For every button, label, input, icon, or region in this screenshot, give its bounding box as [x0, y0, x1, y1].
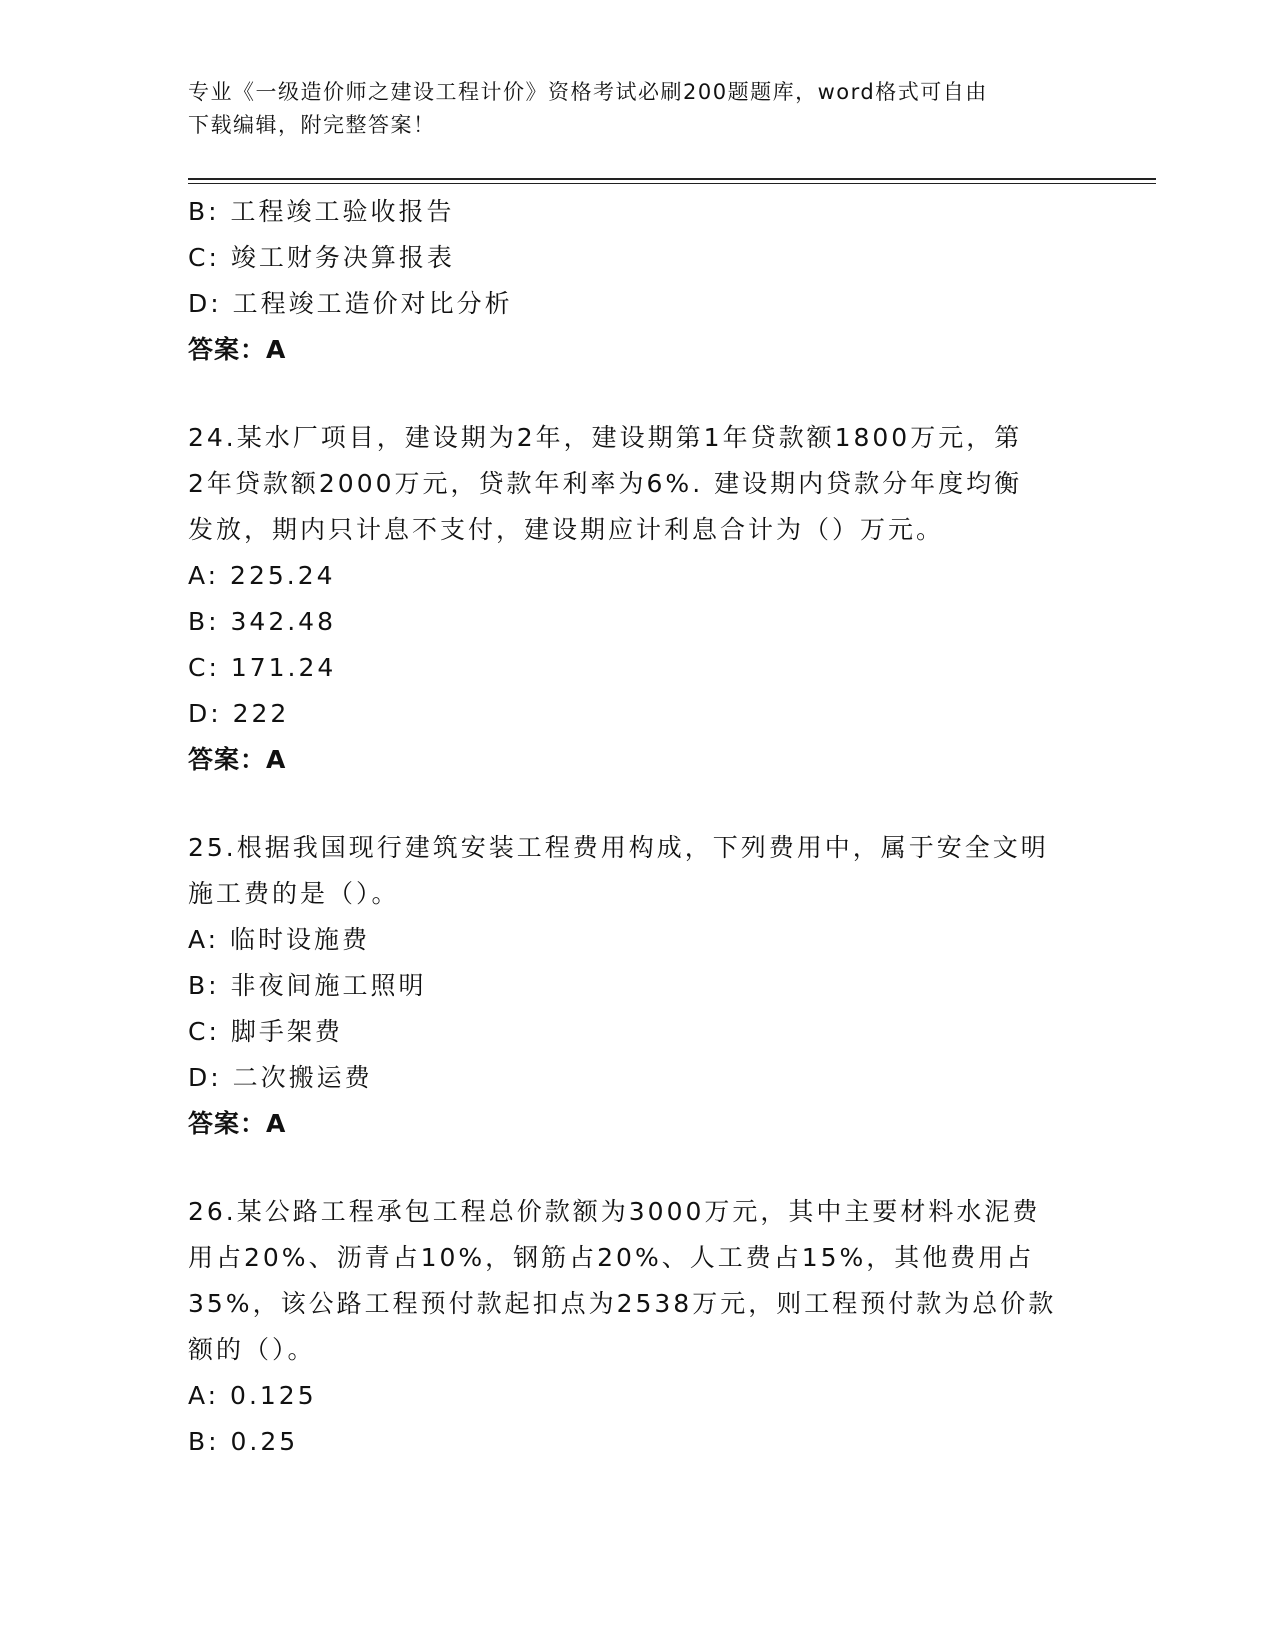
question-stem: 25.根据我国现行建筑安装工程费用构成，下列费用中，属于安全文明 — [188, 833, 1049, 862]
option-a: A: 225.24 — [188, 561, 336, 590]
header-divider-thick — [188, 178, 1156, 180]
question-stem: 施工费的是（）。 — [188, 879, 400, 908]
question-24 — [188, 415, 1088, 783]
document-header — [188, 76, 1088, 142]
option-d: D: 222 — [188, 699, 290, 728]
answer: 答案：A — [188, 1109, 287, 1138]
option-a: A: 0.125 — [188, 1381, 317, 1410]
option-b: B: 0.25 — [188, 1427, 299, 1456]
option-c: C: 竣工财务决算报表 — [188, 243, 455, 272]
question-list — [188, 189, 1088, 1465]
option-a: A: 临时设施费 — [188, 925, 371, 954]
question-stem: 35%，该公路工程预付款起扣点为2538万元，则工程预付款为总价款 — [188, 1289, 1057, 1318]
option-b: B: 342.48 — [188, 607, 336, 636]
option-b: B: 非夜间施工照明 — [188, 971, 427, 1000]
option-d: D: 二次搬运费 — [188, 1063, 373, 1092]
question-stem: 24.某水厂项目，建设期为2年，建设期第1年贷款额1800万元，第 — [188, 423, 1023, 452]
header-divider-thin — [188, 183, 1156, 184]
header-line-1: 专业《一级造价师之建设工程计价》资格考试必刷200题题库，word格式可自由 — [188, 80, 988, 104]
answer: 答案：A — [188, 745, 287, 774]
option-b: B: 工程竣工验收报告 — [188, 197, 455, 226]
option-c: C: 脚手架费 — [188, 1017, 343, 1046]
question-23 — [188, 189, 1088, 373]
question-stem: 2年贷款额2000万元，贷款年利率为6%. 建设期内贷款分年度均衡 — [188, 469, 1023, 498]
question-stem: 额的（）。 — [188, 1335, 316, 1364]
header-line-2: 下载编辑，附完整答案！ — [188, 113, 436, 137]
question-26 — [188, 1189, 1088, 1465]
answer: 答案：A — [188, 335, 287, 364]
question-stem: 发放，期内只计息不支付，建设期应计利息合计为（）万元。 — [188, 515, 945, 544]
question-25 — [188, 825, 1088, 1147]
question-stem: 用占20%、沥青占10%，钢筋占20%、人工费占15%，其他费用占 — [188, 1243, 1035, 1272]
question-stem: 26.某公路工程承包工程总价款额为3000万元，其中主要材料水泥费 — [188, 1197, 1041, 1226]
option-d: D: 工程竣工造价对比分析 — [188, 289, 513, 318]
option-c: C: 171.24 — [188, 653, 337, 682]
